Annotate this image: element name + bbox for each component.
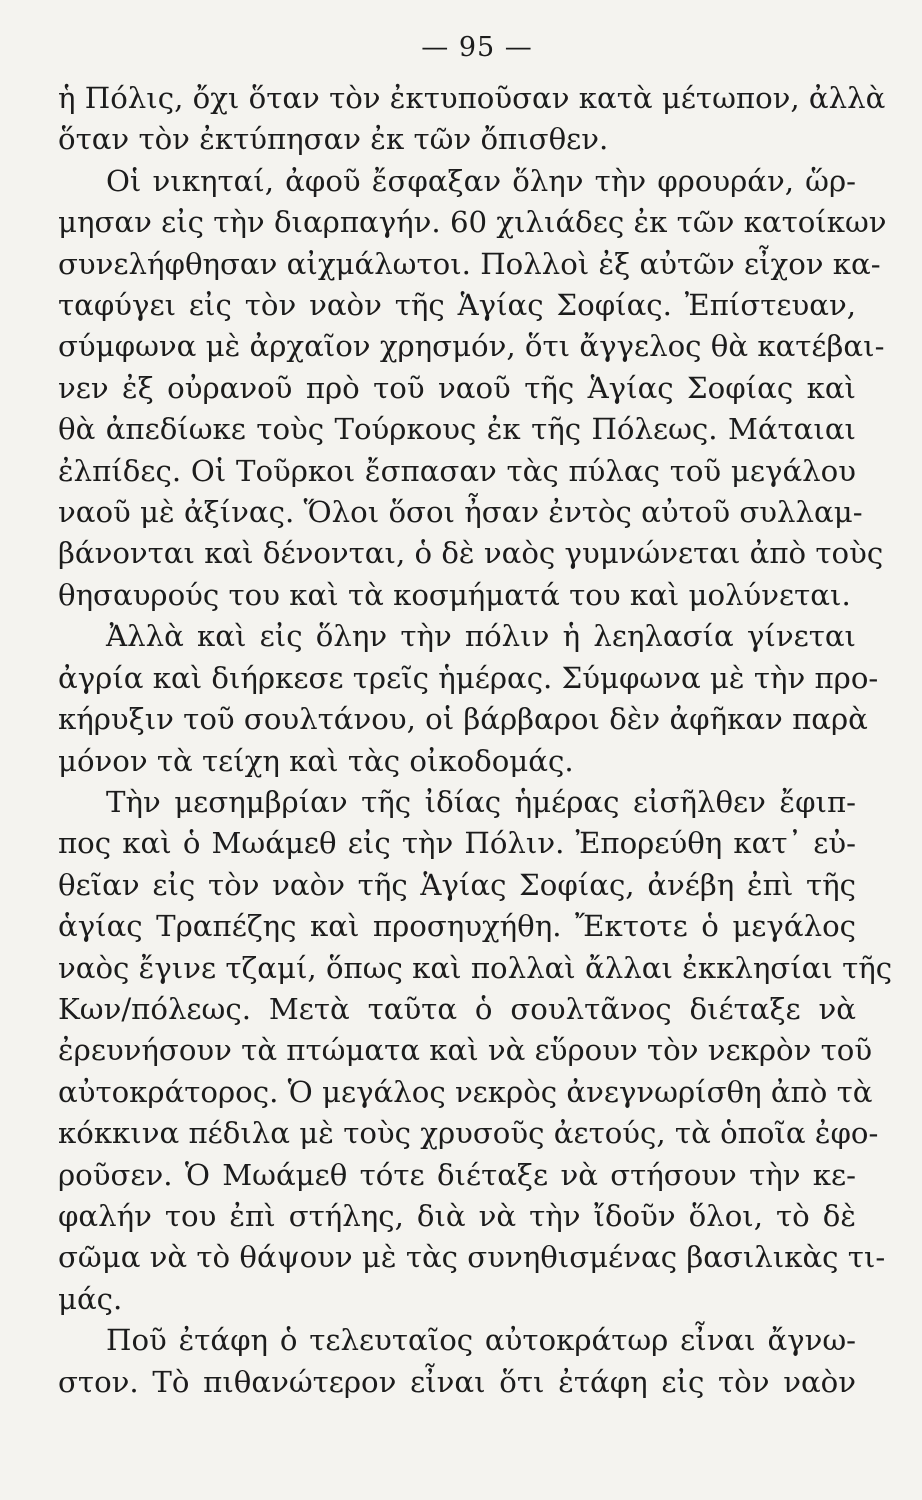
page-number: — 95 — <box>421 32 533 63</box>
paragraph <box>58 616 879 782</box>
paragraph <box>58 1320 856 1403</box>
text-line: θεῖαν εἰς τὸν ναὸν τῆς Ἁγίας Σοφίας, ἀνέβη ἐπὶ τῆς <box>58 867 856 902</box>
text-line: ταφύγει εἰς τὸν ναὸν τῆς Ἁγίας Σοφίας. Ἐπίστευαν, <box>58 288 856 323</box>
paragraph <box>58 161 887 616</box>
text-line: θὰ ἀπεδίωκε τοὺς Τούρκους ἐκ τῆς Πόλεως. Μάταιαι <box>58 412 856 447</box>
text-line: νεν ἐξ οὐρανοῦ πρὸ τοῦ ναοῦ τῆς Ἁγίας Σοφίας καὶ <box>58 370 856 405</box>
text-line: κόκκινα πέδιλα μὲ τοὺς χρυσοῦς ἀετούς, τὰ ὁποῖα ἐφο- <box>58 1116 879 1151</box>
text-line: ὅταν τὸν ἐκτύπησαν ἐκ τῶν ὄπισθεν. <box>58 122 609 157</box>
text-line: φαλήν του ἐπὶ στήλης, διὰ νὰ τὴν ἴδοῦν ὅλοι, τὸ δὲ <box>58 1198 856 1233</box>
text-line: Τὴν μεσημβρίαν τῆς ἰδίας ἡμέρας εἰσῆλθεν ἔφιπ- <box>106 784 856 819</box>
text-line: ἐλπίδες. Οἱ Τοῦρκοι ἔσπασαν τὰς πύλας τοῦ μεγάλου <box>58 453 856 488</box>
text-line: ροῦσεν. Ὁ Μωάμεθ τότε διέταξε νὰ στήσουν τὴν κε- <box>58 1157 856 1192</box>
text-line: ναοῦ μὲ ἀξίνας. Ὅλοι ὅσοι ἦσαν ἐντὸς αὐτοῦ συλλαμ- <box>58 495 863 530</box>
paragraph <box>58 78 886 161</box>
text-line: κήρυξιν τοῦ σουλτάνου, οἱ βάρβαροι δὲν ἀφῆκαν παρὰ <box>58 702 868 737</box>
text-line: στον. Τὸ πιθανώτερον εἶναι ὅτι ἐτάφη εἰς τὸν ναὸν <box>58 1364 856 1399</box>
text-line: πος καὶ ὁ Μωάμεθ εἰς τὴν Πόλιν. Ἐπορεύθη κατ᾽ εὐ- <box>58 826 856 861</box>
paragraph <box>58 782 893 1320</box>
text-line: συνελήφθησαν αἰχμάλωτοι. Πολλοὶ ἐξ αὐτῶν εἶχον κα- <box>58 246 881 281</box>
text-line: ἁγίας Τραπέζης καὶ προσηυχήθη. Ἔκτοτε ὁ μεγάλος <box>58 909 856 944</box>
text-line: Κων/πόλεως. Μετὰ ταῦτα ὁ σουλτᾶνος διέταξε νὰ <box>58 991 856 1026</box>
text-line: ἀγρία καὶ διήρκεσε τρεῖς ἡμέρας. Σύμφωνα μὲ τὴν προ- <box>58 660 879 695</box>
text-line: ἡ Πόλις, ὄχι ὅταν τὸν ἐκτυποῦσαν κατὰ μέτωπον, ἀλλὰ <box>58 81 886 115</box>
text-line: αὐτοκράτορος. Ὁ μεγάλος νεκρὸς ἀνεγνωρίσθη ἀπὸ τὰ <box>58 1074 873 1109</box>
text-line: σῶμα νὰ τὸ θάψουν μὲ τὰς συνηθισμένας βασιλικὰς τι- <box>58 1240 886 1275</box>
text-line: Ἀλλὰ καὶ εἰς ὅλην τὴν πόλιν ἡ λεηλασία γίνεται <box>106 619 856 654</box>
text-line: μόνον τὰ τείχη καὶ τὰς οἰκοδομάς. <box>58 743 574 778</box>
text-line: ἐρευνήσουν τὰ πτώματα καὶ νὰ εὕρουν τὸν νεκρὸν τοῦ <box>58 1033 873 1068</box>
body-text <box>58 78 893 1403</box>
text-line: Οἱ νικηταί, ἀφοῦ ἔσφαξαν ὅλην τὴν φρουράν, ὥρ- <box>106 163 856 198</box>
text-line: ναὸς ἔγινε τζαμί, ὅπως καὶ πολλαὶ ἄλλαι ἐκκλησίαι τῆς <box>58 950 893 985</box>
text-line: θησαυρούς του καὶ τὰ κοσμήματά του καὶ μολύνεται. <box>58 577 851 612</box>
text-line: μάς. <box>58 1281 123 1316</box>
text-line: Ποῦ ἐτάφη ὁ τελευταῖος αὐτοκράτωρ εἶναι ἄγνω- <box>106 1323 856 1358</box>
text-line: βάνονται καὶ δένονται, ὁ δὲ ναὸς γυμνώνεται ἀπὸ τοὺς <box>58 536 884 571</box>
text-line: σύμφωνα μὲ ἀρχαῖον χρησμόν, ὅτι ἄγγελος θὰ κατέβαι- <box>58 329 885 364</box>
text-line: μησαν εἰς τὴν διαρπαγήν. 60 χιλιάδες ἐκ τῶν κατοίκων <box>58 205 887 240</box>
